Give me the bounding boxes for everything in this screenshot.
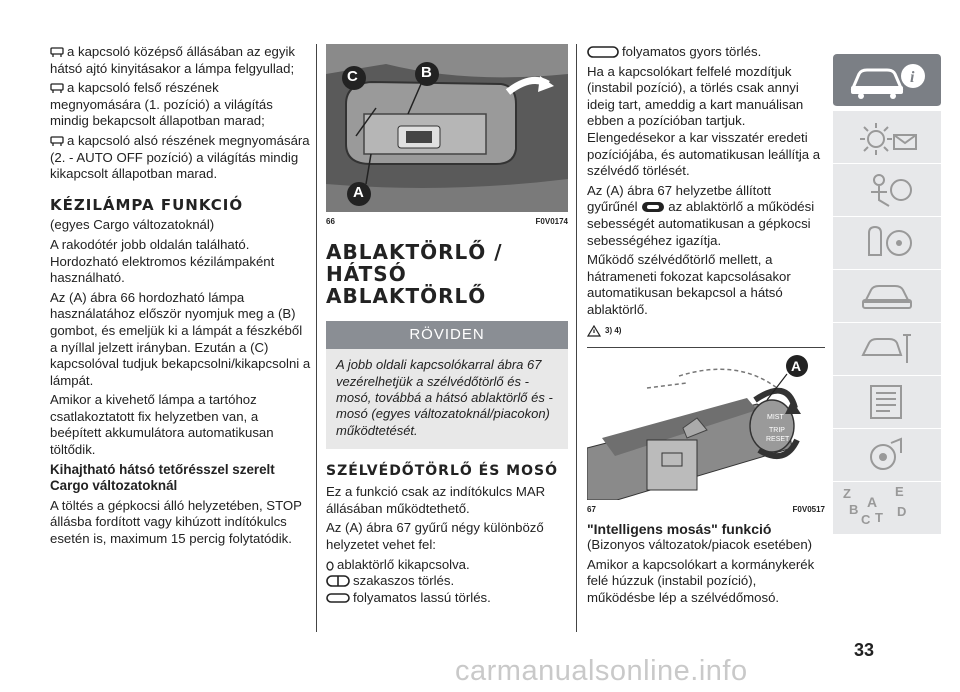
- light-switch-icon: [50, 136, 64, 147]
- sidebar-item-index[interactable]: Z E A B C T D: [833, 482, 941, 535]
- summary-banner: RÖVIDEN: [326, 321, 568, 350]
- figure-code: F0V0517: [792, 505, 825, 515]
- intermittent-wipe-icon: [326, 575, 350, 587]
- option-slow: folyamatos lassú törlés.: [326, 590, 568, 607]
- paragraph: Működő szélvédőtörlő mellett, a hátrameneti fokozat kapcsolásakor automatikusan bekapcsol a hátsó ablaktörlő.: [587, 252, 791, 317]
- column-divider: [576, 44, 577, 632]
- slow-wipe-icon: [326, 592, 350, 604]
- figure-label-c: C: [347, 68, 358, 85]
- paragraph: Ez a funkció csak az indítókulcs MAR állásában működtethető.: [326, 484, 546, 516]
- section-heading: KÉZILÁMPA FUNKCIÓ: [50, 195, 244, 214]
- option-fast: folyamatos gyors törlés.: [587, 44, 825, 61]
- sidebar-item-starting[interactable]: [833, 217, 941, 270]
- circle-o-icon: [326, 561, 334, 571]
- section-heading: ABLAKTÖRLŐ / HÁTSÓ ABLAKTÖRLŐ: [326, 239, 503, 308]
- sidebar-item-safety[interactable]: [833, 164, 941, 217]
- sidebar-item-warning-lights[interactable]: [833, 111, 941, 164]
- chapter-sidebar: [833, 54, 941, 535]
- paragraph: (egyes Cargo változatoknál): [50, 217, 215, 233]
- list-item: a kapcsoló alsó részének megnyomására (2. - AUTO OFF pozíció) a világítás mindig kikapcsolt állapotban marad.: [50, 132, 310, 182]
- warning-icon: [587, 325, 601, 337]
- summary-box: A jobb oldali kapcsolókarral ábra 67 vezérelhetjük a szélvédőtörlő és -mosó, továbbá a hátsó ablaktörlő és -mosó (egyes változatoknál/piacokon) működtetését.: [326, 349, 568, 449]
- light-switch-icon: [50, 83, 64, 94]
- figure-number: 67: [587, 505, 596, 515]
- paragraph: Az (A) ábra 66 hordozható lámpa használatához először nyomjuk meg a (B) gombot, és emeljük ki a lámpát a fészkéből a nyíllal jelzett irányban. Ezután a (C) kapcsolóval tudjuk bekapcsolni/kikapcsolni a lámpát.: [50, 289, 311, 388]
- sidebar-item-maintenance[interactable]: [833, 323, 941, 376]
- figure-66: [326, 44, 568, 212]
- option-intermittent: szakaszos törlés.: [326, 573, 568, 590]
- auto-wipe-icon: [641, 201, 665, 213]
- subheading: Kihajtható hátsó tetőrésszel szerelt Cargo változatoknál: [50, 461, 275, 494]
- watermark: carmanualsonline.info: [455, 655, 748, 687]
- figure-code: F0V0174: [535, 217, 568, 226]
- option-off: ablaktörlő kikapcsolva.: [326, 557, 568, 574]
- column-divider: [316, 44, 317, 632]
- figure-caption: [587, 502, 825, 519]
- paragraph: Ha a kapcsolókart felfelé mozdítjuk (instabil pozíció), a törlés csak annyi ideig tart, ameddig a kart manuálisan ebben a pozícióban tartjuk. Elengedésekor a kar visszatér eredeti pozíciójába, és automatikusan leállítja a szélvédő törlését.: [587, 63, 821, 179]
- sidebar-item-technical-data[interactable]: [833, 376, 941, 429]
- figure-number: 66: [326, 217, 335, 226]
- ring-text-trip: TRIP: [769, 427, 785, 435]
- paragraph: Az (A) ábra 67 helyzetbe állított gyűrűnél az ablaktörlő a működési sebességét automatikusan a gépkocsi sebességéhez igazítja.: [587, 182, 815, 248]
- list-item: a kapcsoló felső részének megnyomására (1. pozíció) a világítás mindig bekapcsolt állapotban marad;: [50, 80, 273, 129]
- sidebar-item-car-info[interactable]: [833, 54, 941, 107]
- paragraph: A töltés a gépkocsi álló helyzetében, STOP állásba fordított vagy kihúzott indítókulcs esetén is, maximum 15 percig folytatódik.: [50, 497, 302, 547]
- paragraph: A rakodótér jobb oldalán található. Hordozható elektromos kézilámpaként használható.: [50, 236, 275, 286]
- section-heading: SZÉLVÉDŐTÖRLŐ ÉS MOSÓ: [326, 463, 558, 480]
- wiper-stalk-illustration: [587, 348, 825, 500]
- column-left: [50, 44, 312, 551]
- paragraph: Amikor a kapcsolókart a kormánykerék felé húzzuk (instabil pozíció), működésbe lép a szélvédőmosó.: [587, 556, 815, 606]
- warning-refs: 3) 4): [587, 323, 825, 340]
- media-nav-icon: [857, 435, 917, 475]
- subheading: "Intelligens mosás" funkció: [587, 520, 772, 537]
- page-number: 33: [854, 640, 875, 660]
- index-letters-icon: [847, 485, 927, 531]
- figure-label-b: B: [421, 64, 432, 81]
- fast-wipe-icon: [587, 46, 619, 58]
- sidebar-item-multimedia[interactable]: [833, 429, 941, 482]
- paragraph: Az (A) ábra 67 gyűrű négy különböző helyzetet vehet fel:: [326, 520, 544, 552]
- car-info-icon: [847, 60, 927, 100]
- paragraph: (Bizonyos változatok/piacok esetében): [587, 537, 813, 553]
- column-middle: [326, 44, 568, 606]
- svg-text:i: i: [910, 69, 915, 86]
- list-item: a kapcsoló középső állásában az egyik hátsó ajtó kinyitásakor a lámpa felgyullad;: [50, 44, 295, 76]
- document-list-icon: [857, 382, 917, 422]
- ring-text-mist: MIST: [767, 414, 784, 422]
- figure-67: [587, 348, 825, 500]
- figure-caption: [326, 214, 568, 231]
- airbag-person-icon: [857, 170, 917, 210]
- figure-label-a: A: [353, 184, 364, 201]
- sidebar-item-emergency[interactable]: [833, 270, 941, 323]
- car-side-icon: [857, 276, 917, 316]
- ring-text-reset: RESET: [766, 436, 790, 444]
- light-switch-icon: [50, 47, 64, 58]
- figure-label-a: A: [791, 358, 802, 375]
- key-steering-icon: [857, 223, 917, 263]
- warning-lights-icon: [852, 117, 922, 157]
- paragraph: Amikor a kivehető lámpa a tartóhoz csatlakoztatott fix helyzetben van, a beépített akkumulátora automatikusan töltődik.: [50, 392, 274, 458]
- car-tools-icon: [857, 329, 917, 369]
- column-right: [587, 44, 825, 610]
